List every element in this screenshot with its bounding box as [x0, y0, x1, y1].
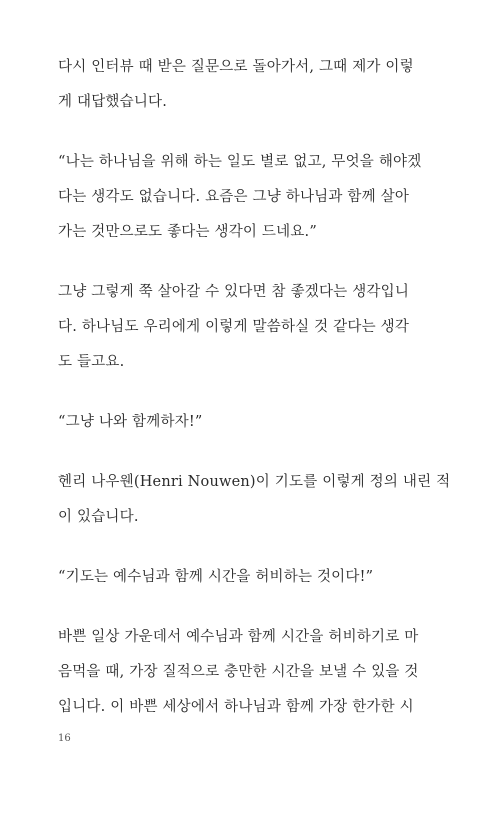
paragraph-quote-be-with-me: [58, 405, 448, 440]
paragraph-nouwen-definition: [58, 465, 451, 535]
paragraph-continue-living: [58, 275, 448, 380]
text-line: 그냥 그렇게 쭉 살아갈 수 있다면 참 좋겠다는 생각입니: [58, 284, 410, 300]
text-line: 도 들고요.: [58, 354, 125, 370]
text-line: 헨리 나우웬(Henri Nouwen)이 기도를 이렇게 정의 내린 적: [58, 474, 451, 490]
body-text: [58, 50, 451, 750]
text-line: 바쁜 일상 가운데서 예수님과 함께 시간을 허비하기로 마: [58, 629, 419, 645]
text-line: 입니다. 이 바쁜 세상에서 하나님과 함께 가장 한가한 시: [58, 699, 414, 715]
text-line: 다. 하나님도 우리에게 이렇게 말씀하실 것 같다는 생각: [58, 319, 410, 335]
paragraph-interview-answer: [58, 50, 448, 120]
text-line: 가는 것만으로도 좋다는 생각이 드네요.”: [58, 224, 317, 240]
text-line: 이 있습니다.: [58, 509, 139, 525]
page-number: 16: [58, 733, 71, 744]
text-line: 다는 생각도 없습니다. 요즘은 그냥 하나님과 함께 살아: [58, 189, 410, 205]
text-line: “그냥 나와 함께하자!”: [58, 414, 203, 430]
text-line: “기도는 예수님과 함께 시간을 허비하는 것이다!”: [58, 569, 374, 585]
paragraph-quote-prayer: [58, 560, 448, 595]
paragraph-quote-living-with-god: [58, 145, 448, 250]
text-line: 게 대답했습니다.: [58, 94, 168, 110]
paragraph-busy-life: [58, 620, 448, 725]
text-line: “나는 하나님을 위해 하는 일도 별로 없고, 무엇을 해야겠: [58, 154, 422, 170]
text-line: 다시 인터뷰 때 받은 질문으로 돌아가서, 그때 제가 이렇: [58, 59, 414, 75]
text-line: 음먹을 때, 가장 질적으로 충만한 시간을 보낼 수 있을 것: [58, 664, 419, 680]
